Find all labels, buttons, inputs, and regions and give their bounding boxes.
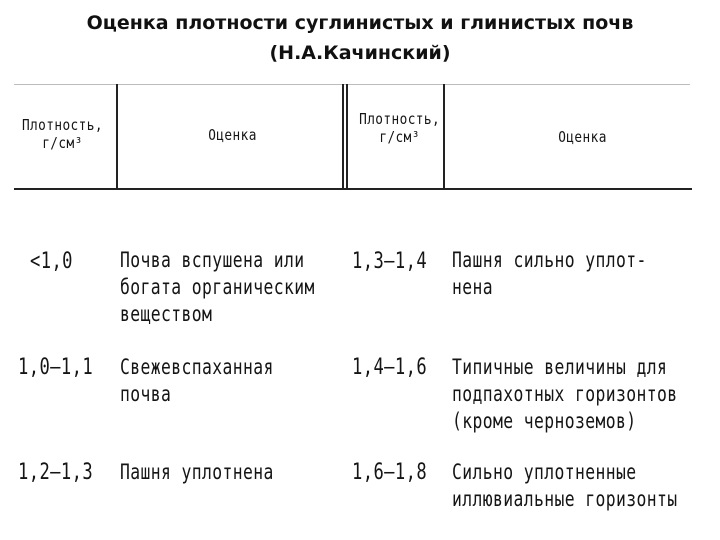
right-row-2-rating <box>452 354 678 435</box>
right-row-2-rating-line1: Типичные величины для <box>452 355 668 379</box>
right-row-1-rating-line1: Пашня сильно уплот- <box>452 248 647 272</box>
left-row-2-rating <box>120 354 274 408</box>
header-density-right-unit: г/см³ <box>379 128 420 146</box>
left-row-2-rating-line2: почва <box>120 382 172 406</box>
right-row-2-density: 1,4–1,6 <box>352 355 428 380</box>
header-density-left <box>14 116 111 152</box>
left-row-1-density: <1,0 <box>30 249 73 274</box>
left-row-3-density: 1,2–1,3 <box>18 460 94 485</box>
right-row-3-density: 1,6–1,8 <box>352 460 428 485</box>
header-density-left-unit: г/см³ <box>42 134 83 152</box>
left-row-1-rating-line2: богата органическим <box>120 275 315 299</box>
header-rating-right-text: Оценка <box>558 128 607 146</box>
right-row-3-rating <box>452 459 678 513</box>
left-row-2-rating-line1: Свежевспаханная <box>120 355 274 379</box>
right-row-2-rating-line2: подпахотных горизонтов <box>452 382 678 406</box>
right-row-1-rating-line2: нена <box>452 275 494 299</box>
title-line-2: (Н.А.Качинский) <box>269 42 451 64</box>
left-row-1-rating-line3: веществом <box>120 302 213 326</box>
column-divider-2 <box>342 84 344 188</box>
left-row-1-rating <box>120 247 315 328</box>
header-density-left-line1: Плотность, <box>21 116 103 134</box>
header-rating-left <box>190 126 275 144</box>
left-row-2-density: 1,0–1,1 <box>18 355 94 380</box>
right-row-1-density: 1,3–1,4 <box>352 249 428 274</box>
header-rating-left-text: Оценка <box>208 126 257 144</box>
header-density-right-line1: Плотность, <box>359 110 441 128</box>
page-title <box>0 8 720 68</box>
right-row-3-rating-line1: Сильно уплотненные <box>452 460 637 484</box>
left-row-1-rating-line1: Почва вспушена или <box>120 248 305 272</box>
right-row-1-rating <box>452 247 647 301</box>
header-density-right <box>352 110 447 146</box>
column-divider-3 <box>346 84 348 188</box>
title-line-1: Оценка плотности суглинистых и глинистых почв <box>86 12 634 34</box>
column-divider-1 <box>116 84 118 188</box>
right-row-2-rating-line3: (кроме черноземов) <box>452 409 637 433</box>
table-header-rule <box>14 188 692 190</box>
right-row-3-rating-line2: иллювиальные горизонты <box>452 487 678 511</box>
density-table <box>0 70 720 540</box>
header-rating-right <box>540 128 625 146</box>
left-row-3-rating-line1: Пашня уплотнена <box>120 460 274 484</box>
left-row-3-rating <box>120 459 274 486</box>
